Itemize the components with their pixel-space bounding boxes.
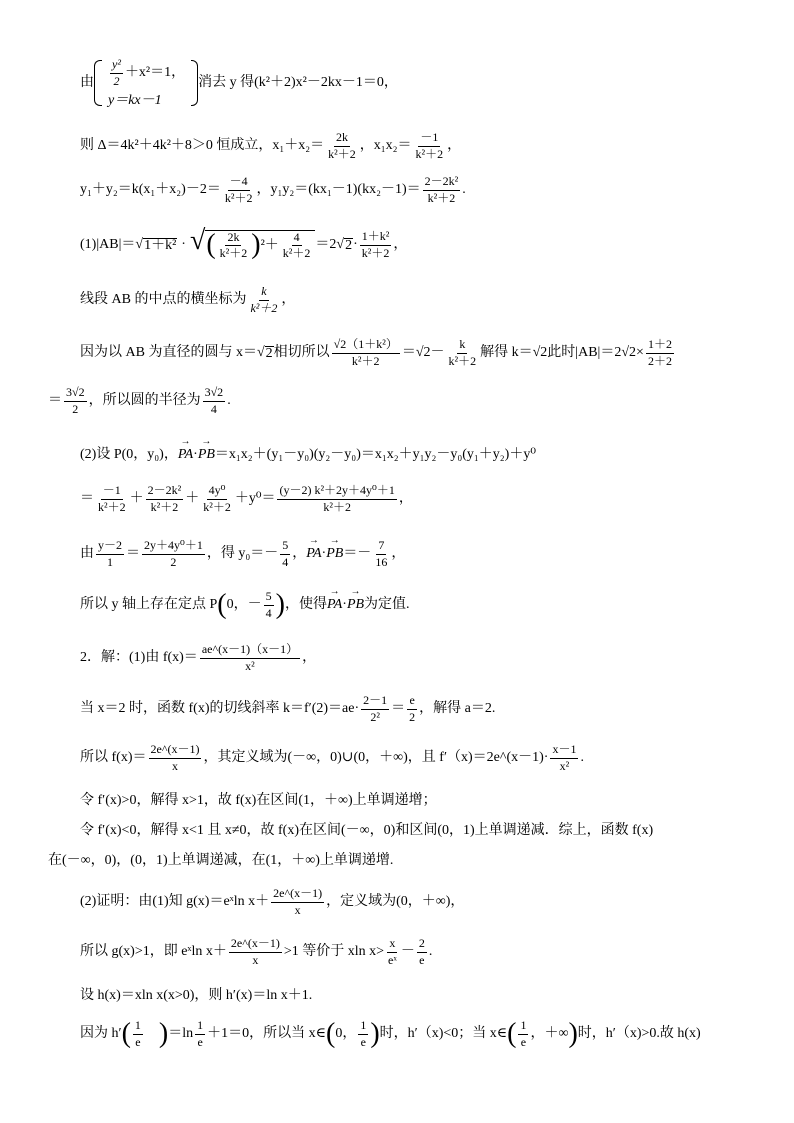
text: 由 xyxy=(80,75,94,90)
fraction: $\frac{x}{\text{eˣ}}$ xyxy=(388,936,397,967)
vector-pa: → PA xyxy=(306,547,321,561)
left-paren: ( xyxy=(121,1017,131,1049)
text: ，x₁x₂＝ xyxy=(359,138,412,153)
fraction: $\frac{5}{4}$ xyxy=(282,538,289,569)
fraction: $\frac{2k}{\text{k²＋2}}$ xyxy=(328,130,356,161)
fraction: $\frac{\text{1＋k²}}{\text{k²＋2}}$ xyxy=(361,229,390,260)
fraction: $\frac{\text{y²}}{2}$ xyxy=(112,57,121,88)
text: · xyxy=(181,237,186,252)
text: ，使得 xyxy=(284,597,327,612)
fraction: $\frac{7}{16}$ xyxy=(375,538,388,569)
square-root: √ 2 xyxy=(336,236,353,253)
text: 0，－ xyxy=(226,597,262,612)
left-paren: ( xyxy=(325,1017,336,1049)
text-line xyxy=(80,738,760,778)
text: ＋1＝0，所以当 x∈ xyxy=(207,1026,326,1041)
square-root: √ 1＋k² xyxy=(135,236,177,253)
math-line xyxy=(80,172,760,208)
math-line xyxy=(80,222,760,268)
vector-pb: → PB xyxy=(198,448,215,462)
fraction: $\frac{2e\^{}(x-1)}{x}$ xyxy=(273,886,323,917)
text: ＝ xyxy=(126,546,141,561)
right-paren: ) xyxy=(158,1017,169,1049)
square-root: √ 2 xyxy=(256,344,273,361)
fraction: $\frac{-4}{\text{k²＋2}}$ xyxy=(224,174,253,205)
text: ＝√2－ xyxy=(401,345,445,360)
fraction: $\frac{\text{2－2k²}}{\text{k²＋2}}$ xyxy=(147,483,182,514)
text: 解得 k＝√2此时|AB|＝2√2× xyxy=(480,345,644,360)
text: 时，h′（x)>0.故 h(x) xyxy=(577,1026,701,1041)
fraction: $\frac{e}{2}$ xyxy=(409,693,416,724)
text: ， xyxy=(393,237,408,252)
text-line xyxy=(80,882,760,922)
text: ＝ln xyxy=(168,1026,194,1041)
left-brace xyxy=(94,60,102,106)
vector-pa: → PA xyxy=(327,598,342,612)
text: ， xyxy=(302,650,317,665)
text: － xyxy=(400,944,415,959)
fraction: $\frac{3√2}{2}$ xyxy=(66,385,85,416)
text: 当 x＝2 时，函数 f(x)的切线斜率 k＝f′(2)＝ae· xyxy=(80,701,360,716)
fraction: $\frac{\text{2－2k²}}{\text{k²＋2}}$ xyxy=(424,174,459,205)
text: ， xyxy=(292,546,307,561)
fraction: $\frac{2e\^{}(x-1)}{x}$ xyxy=(150,742,200,773)
text: ， xyxy=(447,138,462,153)
vector-pb: → PB xyxy=(347,598,364,612)
text: 因为以 AB 为直径的圆与 x＝ xyxy=(80,345,257,360)
math-line xyxy=(80,535,760,573)
fraction: $\frac{k}{\text{k²＋2}}$ xyxy=(448,337,477,368)
fraction: $\frac{x-1}{\text{x²}}$ xyxy=(552,742,577,773)
text: ，解得 a＝2. xyxy=(419,701,496,716)
text: · xyxy=(321,546,327,561)
fraction: $\frac{\text{√2（1＋k²）}}{\text{k²＋2}}$ xyxy=(333,337,398,368)
text: ＋ xyxy=(129,491,144,506)
square-root: √ ( $\frac{2k}{\text{k²＋2}}$ ) ²＋ $\frac{4}{\text{k²＋2}}$ xyxy=(190,230,315,260)
system-line xyxy=(80,58,760,108)
text: (2)设 P(0，y₀)， xyxy=(80,447,178,462)
fraction: $\frac{1+2}{2+2}$ xyxy=(647,337,672,368)
text: 在(－∞，0)，(0，1)上单调递减，在(1，＋∞)上单调递增. xyxy=(48,853,394,868)
fraction: $\frac{3√2}{4}$ xyxy=(204,385,224,416)
equation-2: y＝kx－1 xyxy=(108,92,162,108)
fraction: $\frac{y-2}{1}$ xyxy=(98,538,123,569)
text: ＝x₁x₂＋(y₁－y₀)(y₂－y₀)＝x₁x₂＋y₁y₂－y₀(y₁＋y₂)＋y⁰ xyxy=(214,447,536,462)
right-paren: ) xyxy=(275,588,285,620)
fraction: $\frac{k}{\text{k²＋2}}$ xyxy=(250,284,278,315)
fraction: $\frac{2-1}{\text{2²}}$ xyxy=(363,693,388,724)
fraction: $\frac{2}{e}$ xyxy=(418,936,425,967)
text: . xyxy=(462,182,466,197)
text-line xyxy=(80,333,760,373)
text: ，得 y₀＝－ xyxy=(206,546,279,561)
text-line xyxy=(80,1014,760,1054)
right-paren: ) xyxy=(568,1017,578,1049)
text-line xyxy=(80,790,760,812)
fraction: $\frac{ae\^{}(x-1)(x-1)}{\text{x²}}$ xyxy=(201,642,299,673)
text: 0， xyxy=(335,1026,357,1041)
text: · xyxy=(193,447,198,462)
text: . xyxy=(428,944,433,959)
text: 2．解：(1)由 f(x)＝ xyxy=(80,650,198,665)
text: 设 h(x)＝xln x(x>0)，则 h′(x)＝ln x＋1. xyxy=(80,988,313,1003)
text: 线段 AB 的中点的横坐标为 xyxy=(80,292,247,307)
text-line xyxy=(80,820,760,842)
fraction: $\frac{1}{e}$ xyxy=(197,1018,204,1049)
text: 所以 g(x)>1，即 eˣln x＋ xyxy=(80,944,227,959)
text: ，所以圆的半径为 xyxy=(88,393,201,408)
text: ，＋∞ xyxy=(530,1026,569,1041)
text: ＝2 xyxy=(315,237,337,252)
text: ，定义域为(0，＋∞)， xyxy=(326,894,465,909)
text: ＝－ xyxy=(343,546,372,561)
fraction: $\frac{\text{2y＋4y⁰＋1}}{2}$ xyxy=(144,538,203,569)
text: ＋y⁰＝ xyxy=(234,491,276,506)
text: · xyxy=(353,237,358,252)
fraction: $\frac{\text{(y－2) k²＋2y＋4y⁰＋1}}{\text{k²＋2}}$ xyxy=(279,483,395,514)
fraction: $\frac{5}{4}$ xyxy=(265,589,272,620)
left-paren: ( xyxy=(217,588,227,620)
text: ＋ xyxy=(185,491,200,506)
fraction: $\frac{\text{4y⁰}}{\text{k²＋2}}$ xyxy=(203,483,231,514)
text: . xyxy=(227,393,231,408)
text: >1 等价于 xln x> xyxy=(283,944,385,959)
text-line xyxy=(80,638,760,678)
text: ， xyxy=(391,546,406,561)
right-brace xyxy=(191,60,198,106)
text: (1)|AB|＝ xyxy=(80,237,136,252)
text: ， xyxy=(398,491,413,506)
text: ，其定义域为(－∞，0)∪(0，＋∞)，且 f′（x)＝2e^(x－1)· xyxy=(203,750,549,765)
fraction: $\frac{1}{e}$ xyxy=(134,1018,141,1049)
fraction: $\frac{-1}{\text{k²＋2}}$ xyxy=(98,483,126,514)
fraction: $\frac{1}{e}$ xyxy=(360,1018,367,1049)
text-line xyxy=(80,585,760,625)
fraction: $\frac{-1}{\text{k²＋2}}$ xyxy=(415,130,444,161)
right-paren: ) xyxy=(370,1017,380,1049)
text: ＝ xyxy=(391,701,406,716)
text-line xyxy=(80,932,760,972)
text: · xyxy=(342,597,347,612)
text: 则 Δ＝4k²＋4k²＋8＞0 恒成立，x₁＋x₂＝ xyxy=(80,138,325,153)
text: 相切所以 xyxy=(273,345,330,360)
text-line xyxy=(48,381,728,421)
math-line xyxy=(80,442,760,468)
vector-pb: → PB xyxy=(326,547,343,561)
fraction: $\frac{2e\^{}(x-1)}{x}$ xyxy=(230,936,280,967)
text: ＝ xyxy=(48,393,62,408)
vector-pa: → PA xyxy=(178,448,193,462)
text-line xyxy=(80,985,760,1007)
text: . xyxy=(580,750,584,765)
fraction: $\frac{1}{e}$ xyxy=(520,1018,527,1049)
text-line xyxy=(80,282,760,318)
text: 所以 f(x)＝ xyxy=(80,750,147,765)
math-line xyxy=(80,480,760,518)
text: ，y₁y₂＝(kx₁－1)(kx₂－1)＝ xyxy=(256,182,421,197)
text: y₁＋y₂＝k(x₁＋x₂)－2＝ xyxy=(80,182,221,197)
text: ＝ xyxy=(80,491,94,506)
text: 消去 y 得(k²＋2)x²－2kx－1＝0， xyxy=(198,75,398,90)
text: 为定值. xyxy=(364,597,410,612)
text: ， xyxy=(281,292,296,307)
left-paren: ( xyxy=(507,1017,517,1049)
equation-system: $\frac{\text{y²}}{2}$ ＋x²＝1， y＝kx－1 xyxy=(94,58,198,107)
math-line xyxy=(80,128,760,164)
text: 令 f′(x)>0，解得 x>1，故 f(x)在区间(1，＋∞)上单调递增； xyxy=(80,793,437,808)
text: 因为 h′ xyxy=(80,1026,122,1041)
text: (2)证明：由(1)知 g(x)＝eˣln x＋ xyxy=(80,894,270,909)
text: 所以 y 轴上存在定点 P xyxy=(80,597,218,612)
text-line xyxy=(48,850,728,872)
text-line xyxy=(80,690,760,728)
text: 令 f′(x)<0，解得 x<1 且 x≠0，故 f(x)在区间(－∞，0)和区间(0，1)上单调递减．综上，函数 f(x) xyxy=(80,823,654,838)
text: 由 xyxy=(80,546,94,561)
text: 时，h′（x)<0；当 x∈ xyxy=(379,1026,508,1041)
